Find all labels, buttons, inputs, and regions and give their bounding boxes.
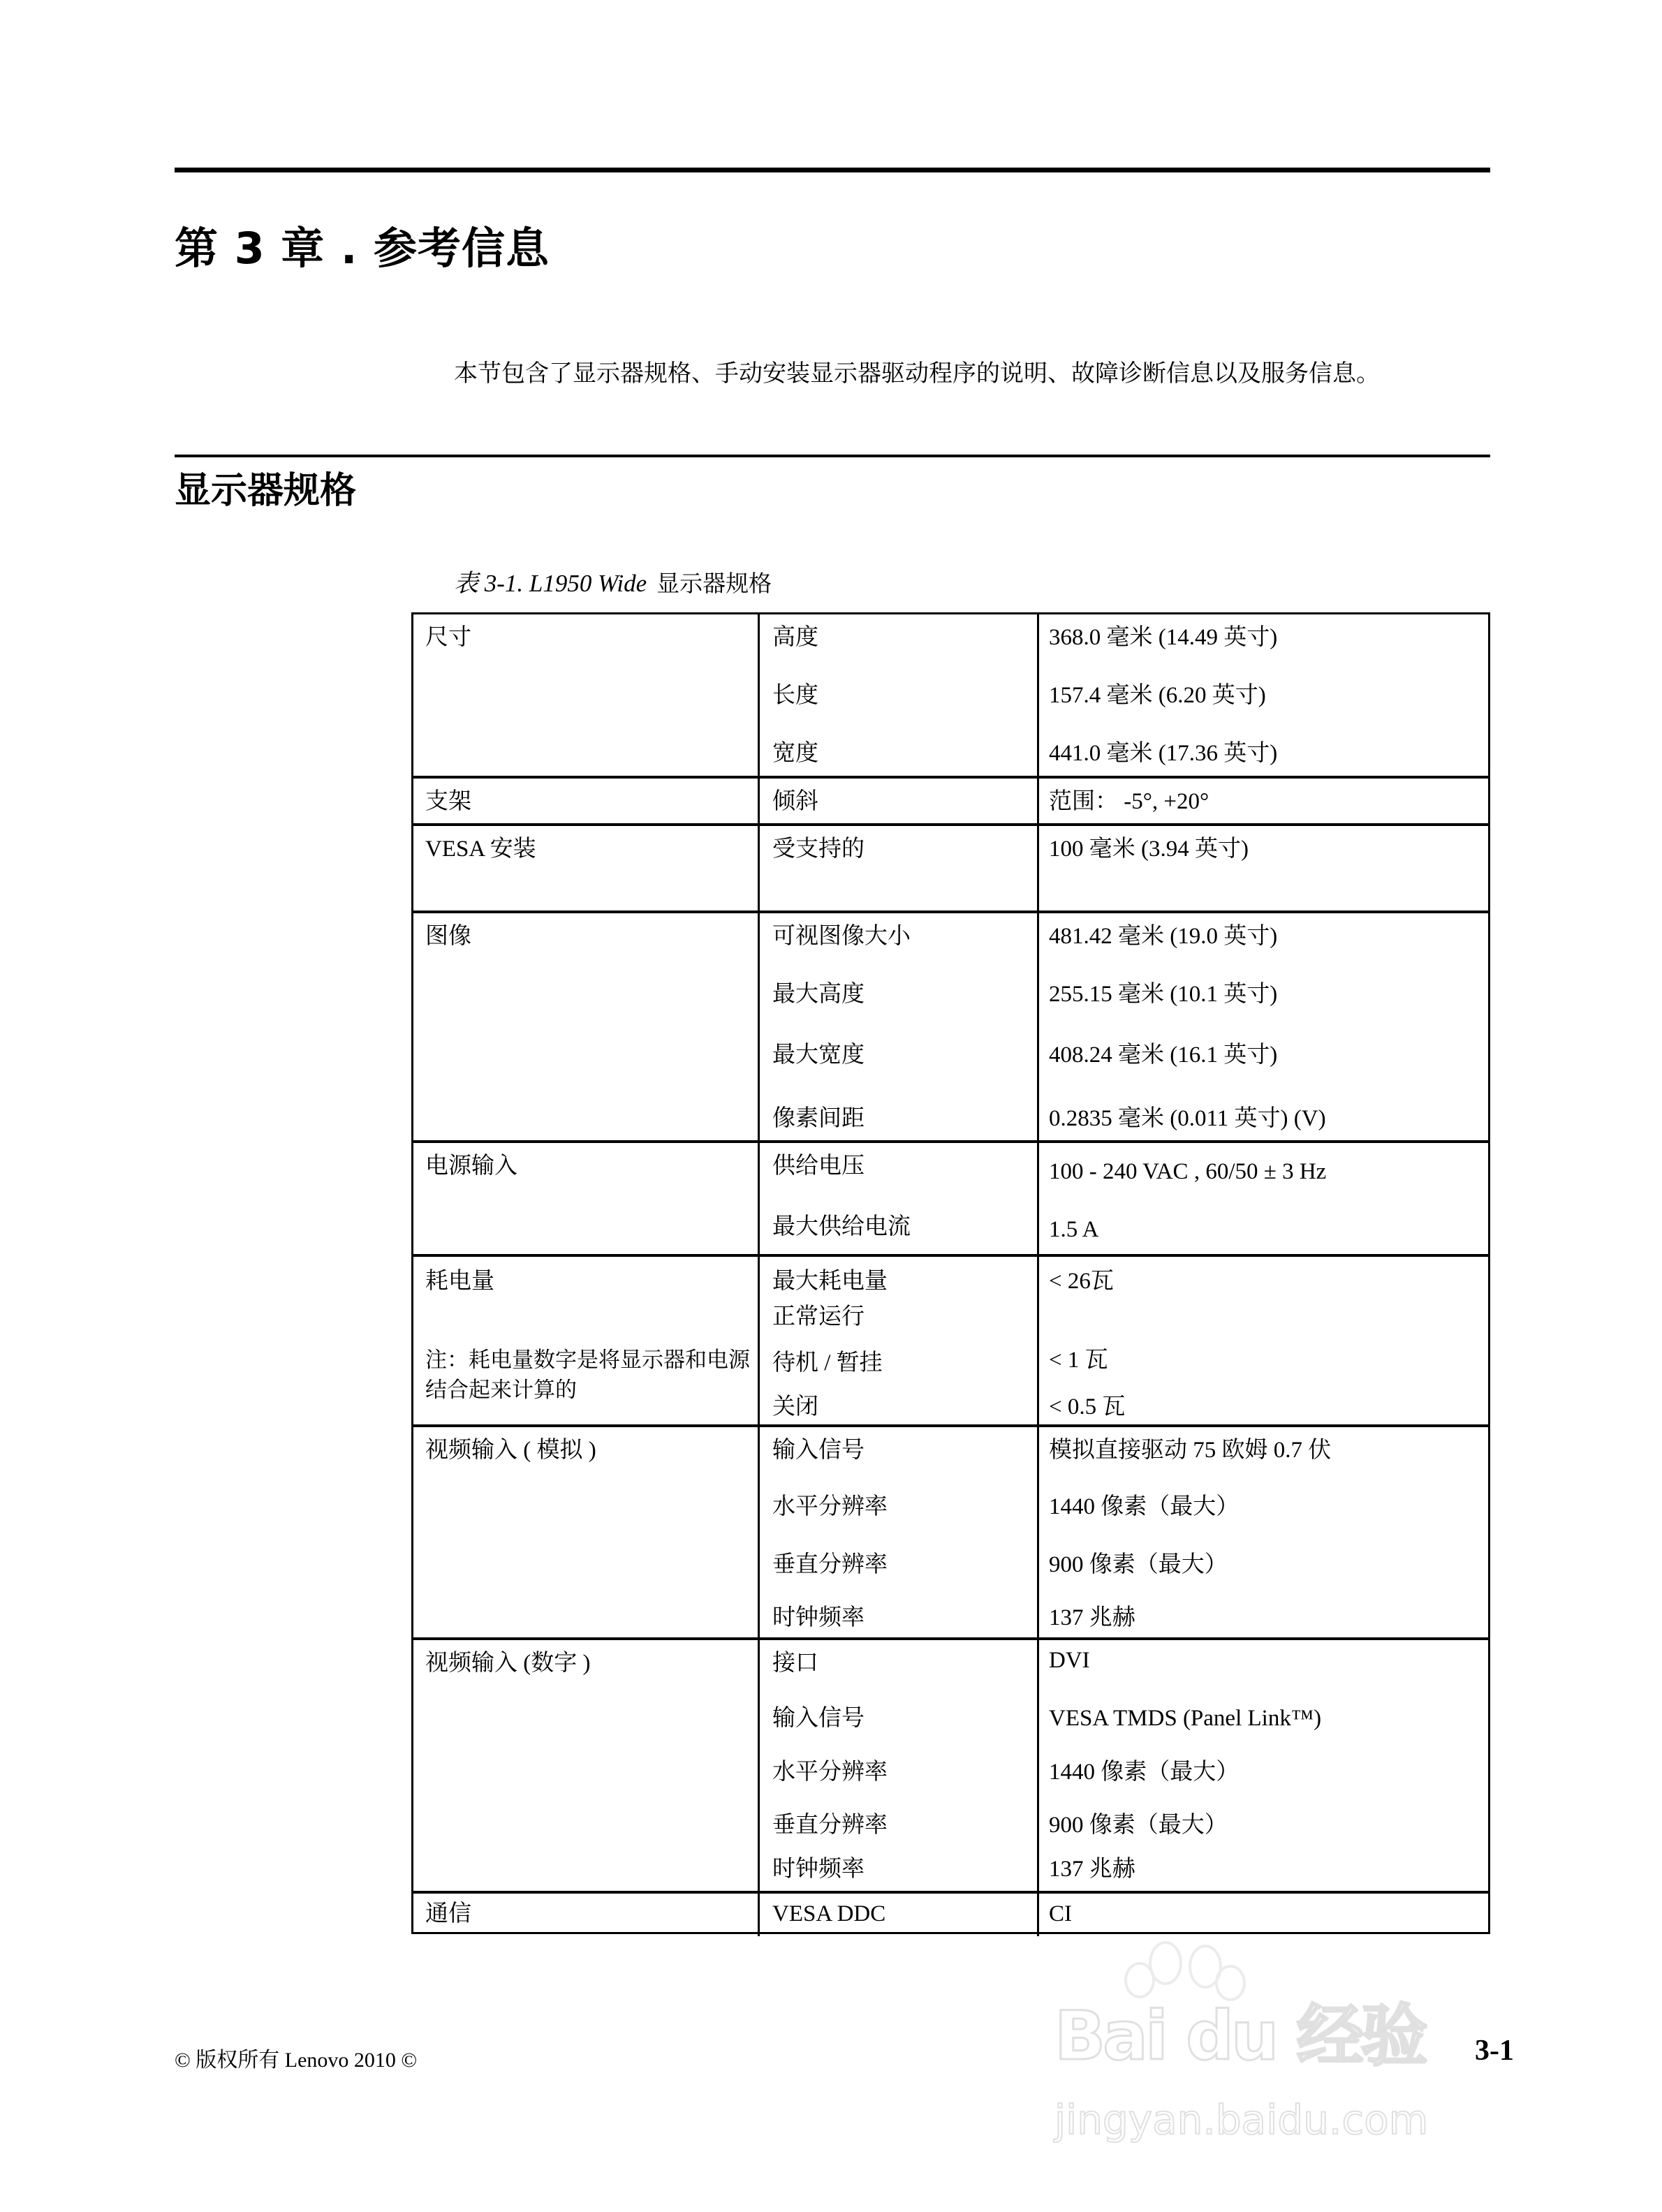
- table-row: [413, 823, 1488, 910]
- column-divider: [758, 779, 760, 823]
- intro-paragraph: 本节包含了显示器规格、手动安装显示器驱动程序的说明、故障诊断信息以及服务信息。: [454, 360, 1380, 388]
- table-row: [413, 1254, 1488, 1424]
- copyright: © 版权所有 Lenovo 2010 ©: [175, 2049, 418, 2072]
- watermark-url: jingyan.baidu.com: [1054, 2096, 1429, 2144]
- spec-table: [411, 612, 1490, 1934]
- spec-name: 最大耗电量: [772, 1269, 888, 1294]
- spec-name: 水平分辨率: [772, 1494, 888, 1519]
- spec-value: 441.0 毫米 (17.36 英寸): [1049, 741, 1278, 766]
- table-row: [413, 910, 1488, 1140]
- spec-name: 关闭: [772, 1394, 818, 1420]
- table-row: [413, 1424, 1488, 1637]
- watermark-brand: Bai du 经验: [1054, 1997, 1425, 2075]
- spec-value: 范围： -5°, +20°: [1049, 789, 1209, 814]
- table-row: [413, 1891, 1488, 1936]
- page-number: 3-1: [1475, 2035, 1514, 2067]
- chapter-title: 第 3 章 . 参考信息: [175, 223, 550, 274]
- spec-value: 255.15 毫米 (10.1 英寸): [1049, 982, 1278, 1007]
- spec-name: 正常运行: [772, 1304, 865, 1329]
- spec-value: 900 像素（最大）: [1049, 1552, 1228, 1577]
- column-divider: [758, 1427, 760, 1637]
- column-divider: [758, 826, 760, 910]
- column-divider: [758, 913, 760, 1140]
- spec-name: 时钟频率: [772, 1857, 865, 1882]
- spec-name: 高度: [772, 625, 818, 650]
- row-label: 支架: [425, 789, 471, 814]
- column-divider: [1037, 1427, 1039, 1637]
- table-row: [413, 1140, 1488, 1254]
- column-divider: [1037, 614, 1039, 776]
- spec-name: 输入信号: [772, 1706, 865, 1731]
- table-row: [413, 1637, 1488, 1891]
- spec-name: 长度: [772, 683, 818, 708]
- spec-name: 宽度: [772, 741, 818, 766]
- paw-icon: [1215, 1965, 1246, 2001]
- table-row: [413, 614, 1488, 776]
- spec-value: < 1 瓦: [1049, 1348, 1108, 1373]
- row-label: 视频输入 (数字 ): [425, 1651, 591, 1676]
- baidu-watermark: [1006, 1934, 1453, 2151]
- row-label: 耗电量: [425, 1269, 494, 1294]
- column-divider: [1037, 913, 1039, 1140]
- spec-name: 垂直分辨率: [772, 1552, 888, 1577]
- spec-name: 像素间距: [772, 1106, 865, 1131]
- section-rule: [175, 455, 1490, 457]
- spec-value: 408.24 毫米 (16.1 英寸): [1049, 1042, 1278, 1068]
- spec-value: 900 像素（最大）: [1049, 1813, 1228, 1838]
- spec-value: 0.2835 毫米 (0.011 英寸) (V): [1049, 1106, 1326, 1131]
- paw-icon: [1124, 1962, 1155, 1998]
- table-caption: [454, 564, 772, 599]
- column-divider: [1037, 1894, 1039, 1936]
- column-divider: [758, 1143, 760, 1254]
- column-divider: [1037, 1257, 1039, 1424]
- spec-name: 垂直分辨率: [772, 1813, 888, 1838]
- spec-name: 最大高度: [772, 982, 865, 1007]
- column-divider: [1037, 826, 1039, 910]
- top-rule: [175, 168, 1490, 172]
- spec-value: 368.0 毫米 (14.49 英寸): [1049, 625, 1278, 650]
- spec-value: 481.42 毫米 (19.0 英寸): [1049, 924, 1278, 949]
- spec-value: 1.5 A: [1049, 1217, 1099, 1242]
- column-divider: [758, 1894, 760, 1936]
- caption-label: 表 3-1. L1950 Wide: [454, 570, 647, 597]
- row-label: VESA 安装: [425, 836, 536, 862]
- row-label: 图像: [425, 924, 471, 949]
- row-label: 电源输入: [425, 1153, 517, 1179]
- spec-value: < 0.5 瓦: [1049, 1394, 1126, 1420]
- spec-name: 倾斜: [772, 789, 818, 814]
- spec-value: < 26瓦: [1049, 1269, 1114, 1294]
- row-label: 通信: [425, 1901, 471, 1926]
- spec-name: VESA DDC: [772, 1901, 886, 1926]
- spec-name: 供给电压: [772, 1153, 865, 1179]
- spec-value: CI: [1049, 1901, 1072, 1926]
- spec-name: 可视图像大小: [772, 924, 911, 949]
- spec-name: 水平分辨率: [772, 1760, 888, 1785]
- spec-value: 模拟直接驱动 75 欧姆 0.7 伏: [1049, 1438, 1332, 1463]
- column-divider: [758, 614, 760, 776]
- spec-name: 最大宽度: [772, 1042, 865, 1068]
- spec-name: 待机 / 暂挂: [772, 1350, 883, 1376]
- spec-value: 137 兆赫: [1049, 1857, 1135, 1882]
- row-note: 注：耗电量数字是将显示器和电源结合起来计算的: [425, 1348, 750, 1403]
- caption-text: 显示器规格: [656, 570, 772, 597]
- spec-name: 输入信号: [772, 1438, 865, 1463]
- spec-value: 157.4 毫米 (6.20 英寸): [1049, 683, 1266, 708]
- spec-name: 最大供给电流: [772, 1214, 911, 1239]
- column-divider: [758, 1257, 760, 1424]
- spec-name: 接口: [772, 1651, 818, 1676]
- spec-value: DVI: [1049, 1648, 1090, 1673]
- column-divider: [758, 1640, 760, 1891]
- spec-value: VESA TMDS (Panel Link™): [1049, 1706, 1322, 1731]
- spec-value: 100 毫米 (3.94 英寸): [1049, 836, 1249, 862]
- spec-value: 1440 像素（最大）: [1049, 1760, 1240, 1785]
- column-divider: [1037, 1143, 1039, 1254]
- column-divider: [1037, 779, 1039, 823]
- spec-name: 时钟频率: [772, 1605, 865, 1630]
- spec-name: 受支持的: [772, 836, 865, 862]
- row-label: 视频输入 ( 模拟 ): [425, 1438, 596, 1463]
- table-row: [413, 776, 1488, 823]
- row-label: 尺寸: [425, 625, 471, 650]
- section-title: 显示器规格: [175, 470, 357, 512]
- spec-value: 1440 像素（最大）: [1049, 1494, 1240, 1519]
- spec-value: 100 - 240 VAC , 60/50 ± 3 Hz: [1049, 1159, 1327, 1184]
- spec-value: 137 兆赫: [1049, 1605, 1135, 1630]
- column-divider: [1037, 1640, 1039, 1891]
